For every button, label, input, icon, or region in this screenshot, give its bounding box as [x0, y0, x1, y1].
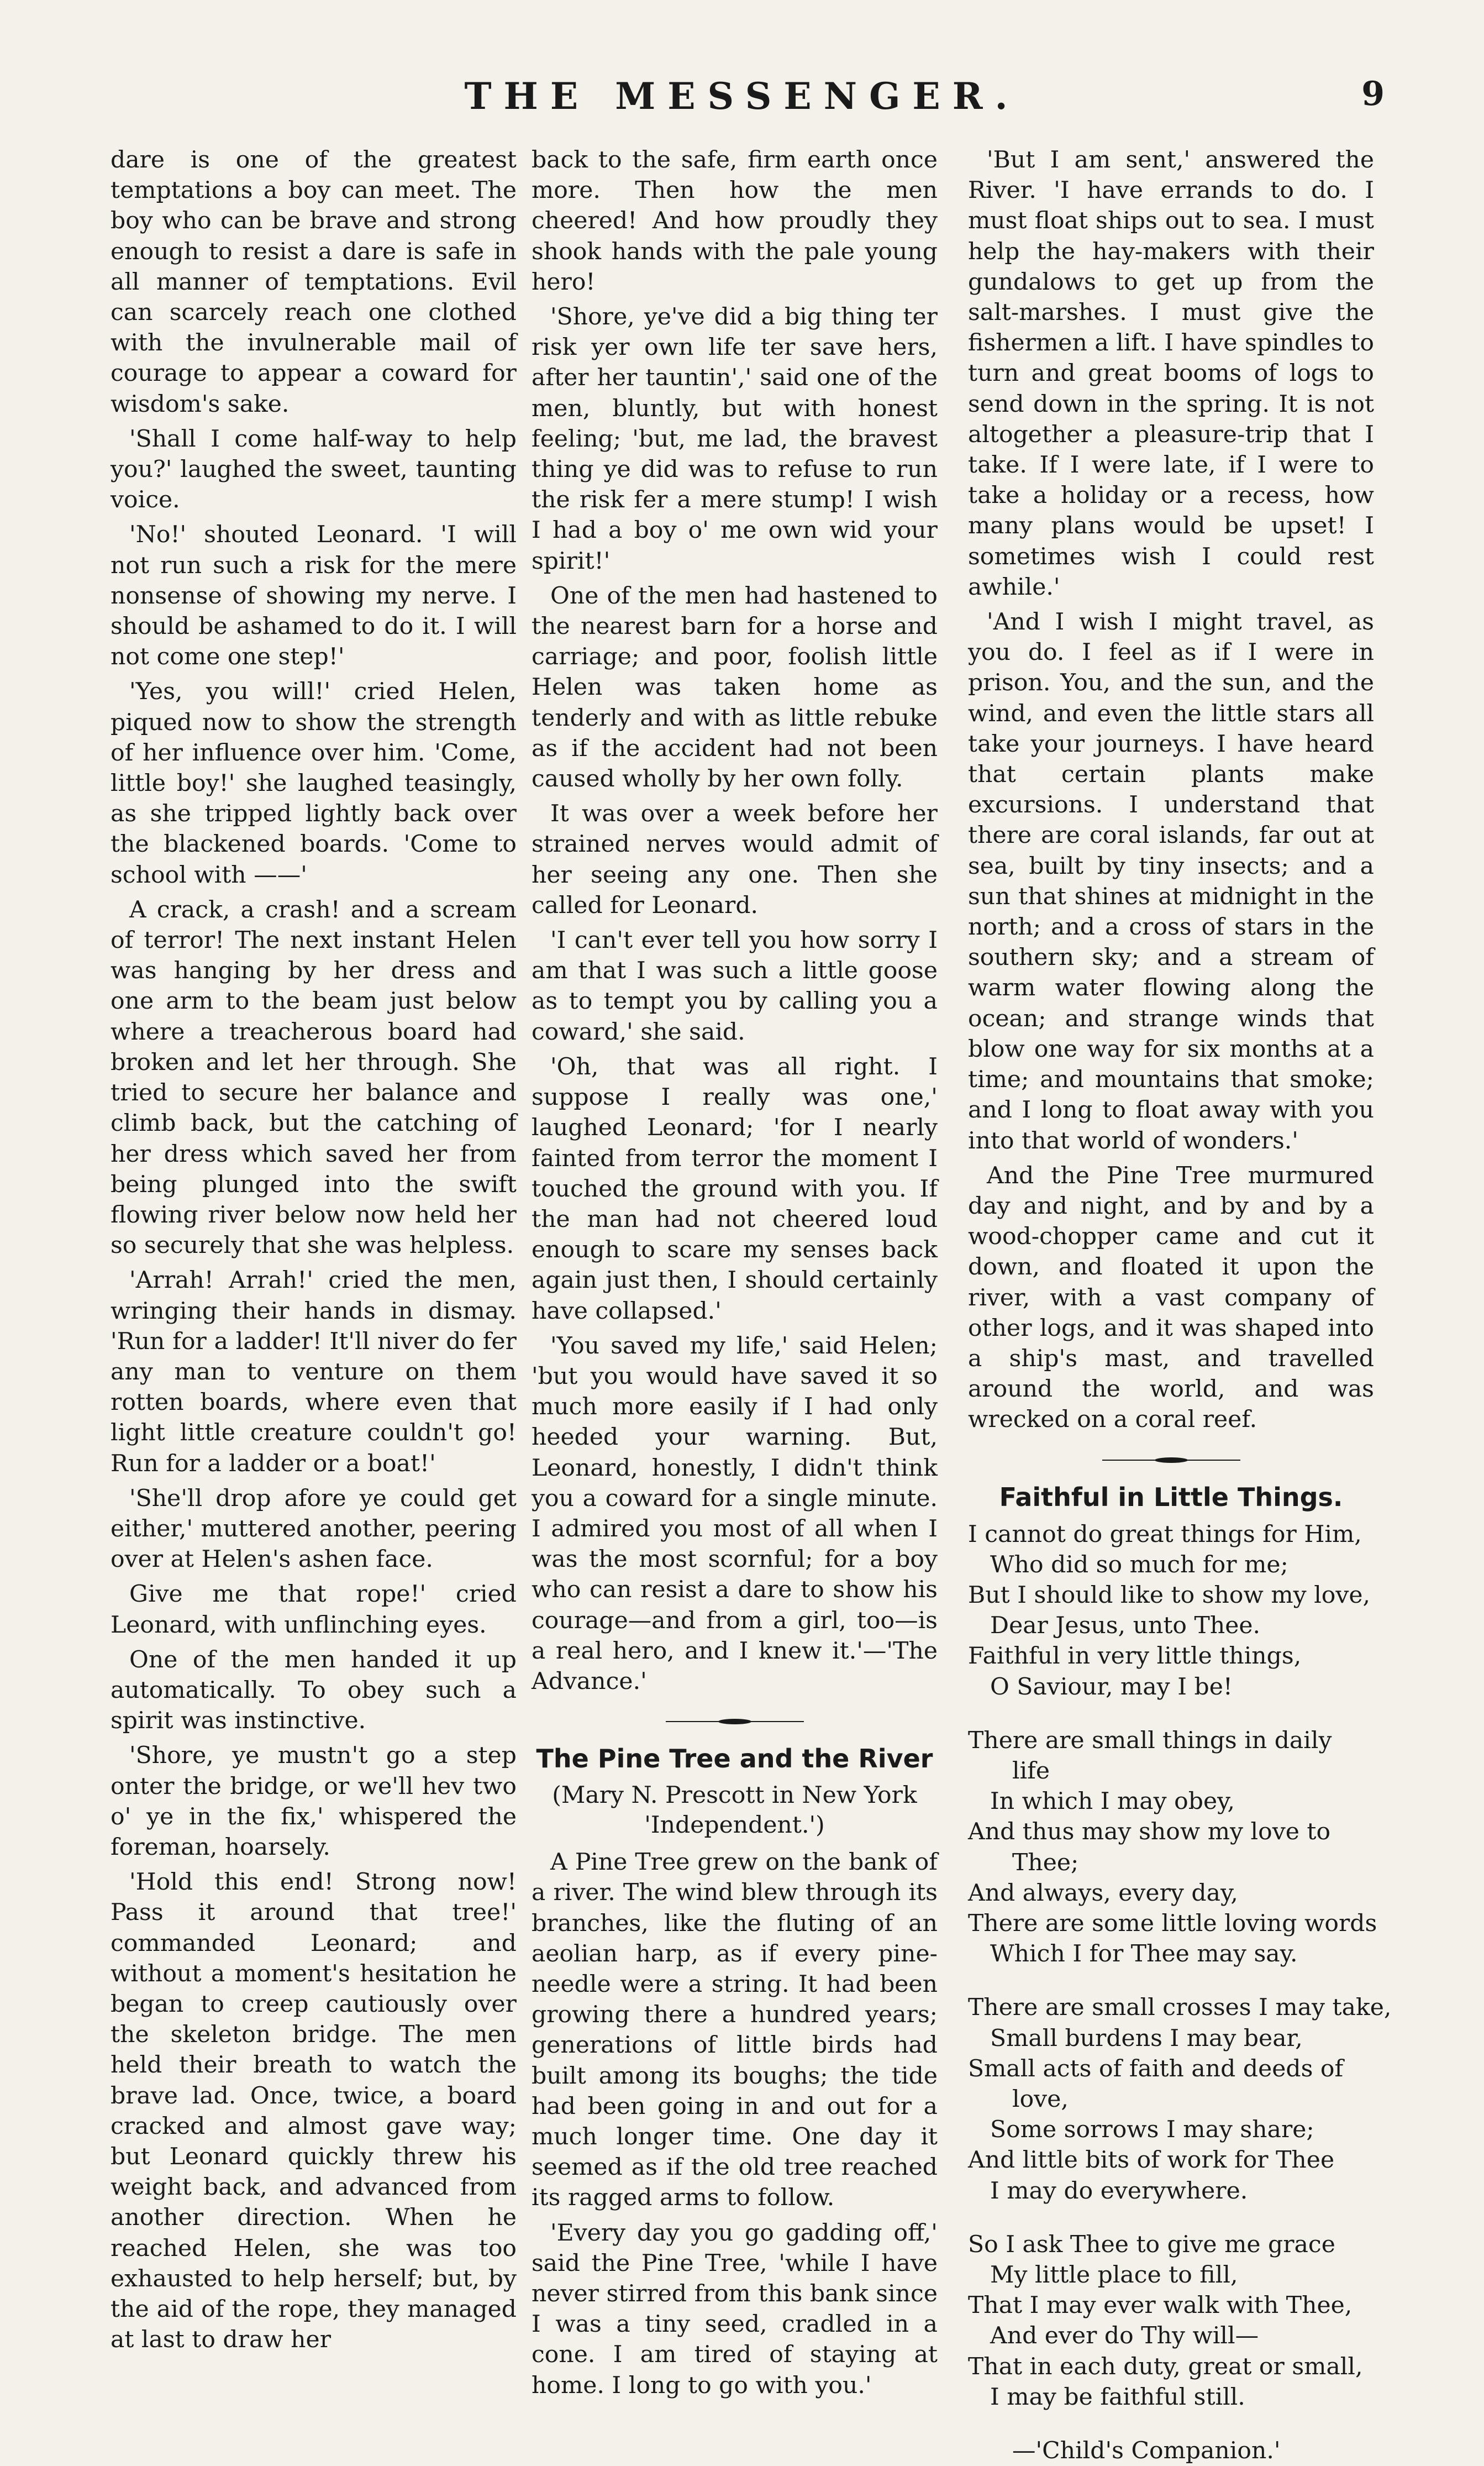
poem-line: Faithful in very little things,	[968, 1643, 1302, 1670]
section-separator	[666, 1718, 804, 1725]
poem-line: Dear Jesus, unto Thee.	[990, 1612, 1261, 1640]
column-1	[110, 145, 517, 2359]
story-paragraph: dare is one of the greatest temptations a boy can meet. The boy who can be brave and strong enough to resist a dare is safe in all manner of temptations. Evil can scarcely reach one clothed with the invulnerable mail of courage to appear a coward for wisdom's sake.	[110, 146, 517, 418]
poem-line: And little bits of work for Thee	[968, 2147, 1335, 2174]
poem-line: In which I may obey,	[990, 1788, 1235, 1816]
poem-line: My little place to fill,	[990, 2262, 1238, 2289]
story-paragraph: 'And I wish I might travel, as you do. I feel as if I were in prison. You, and the sun, and the wind, and even the little stars all take your journeys. I have heard that certain plants make excursions. I understand that there are coral islands, far out at sea, built by tiny insects; and a sun that shines at midnight in the north; and a cross of stars in the southern sky; and a stream of warm water flowing along the ocean; and strange winds that blow one way for six months at a time; and mountains that smoke; and I long to float away with you into that world of wonders.'	[968, 608, 1374, 1155]
poem-line: That I may ever walk with Thee,	[968, 2292, 1353, 2320]
article-byline: (Mary N. Prescott in New York 'Independent.')	[552, 1782, 917, 1839]
poem-stanza	[968, 1519, 1374, 1702]
story-paragraph: 'You saved my life,' said Helen; 'but you would have saved it so much more easily if I had only heeded your warning. But, Leonard, honestly, I didn't think you a coward for a single minute. I admired you most of all when I was the most scornful; for a boy who can resist a dare to show his courage—and from a girl, too—is a real hero, and I knew it.'—'The Advance.'	[531, 1332, 938, 1695]
story-paragraph: 'Every day you go gadding off,' said the Pine Tree, 'while I have never stirred from this bank since I was a tiny seed, cradled in a cone. I am tired of staying at home. I long to go with you.'	[531, 2219, 938, 2399]
story-paragraph: A Pine Tree grew on the bank of a river. The wind blew through its branches, like the fluting of an aeolian harp, as if every pine-needle were a string. It had been growing there a hundred years; generations of little birds had built among its boughs; the tide had been going in and out for a much longer time. One day it seemed as if the old tree reached its ragged arms to follow.	[531, 1849, 938, 2212]
story-paragraph: 'Arrah! Arrah!' cried the men, wringing their hands in dismay. 'Run for a ladder! It'll niver do fer any man to venture on them rotten boards, where even that light little creature couldn't go! Run for a ladder or a boat!'	[110, 1267, 517, 1477]
story-paragraph: A crack, a crash! and a scream of terror! The next instant Helen was hanging by her dress and one arm to the beam just below where a treacherous board had broken and let her through. She tried to secure her balance and climb back, but the catching of her dress which saved her from being plunged into the swift flowing river below now held her so securely that she was helpless.	[110, 896, 517, 1260]
story-paragraph: 'Shore, ye've did a big thing ter risk yer own life ter save hers, after her tauntin',' said one of the men, bluntly, but with honest feeling; 'but, me lad, the bravest thing ye did was to refuse to run the risk fer a mere stump! I wish I had a boy o' me own wid your spirit!'	[531, 303, 938, 575]
story-paragraph: 'But I am sent,' answered the River. 'I have errands to do. I must float ships out to sea. I must help the hay-makers with their gundalows to get up from the salt-marshes. I must give the fishermen a lift. I have spindles to turn and great booms of logs to send down in the spring. It is not altogether a pleasure-trip that I take. If I were late, if I were to take a holiday or a recess, how many plans would be upset! I sometimes wish I could rest awhile.'	[968, 146, 1374, 601]
poem-line: And ever do Thy will—	[990, 2322, 1259, 2350]
poem-line: Who did so much for me;	[990, 1551, 1288, 1578]
poem-line: I cannot do great things for Him,	[968, 1520, 1362, 1548]
poem-line: love,	[1012, 2085, 1069, 2113]
poem-line: And always, every day,	[968, 1879, 1238, 1907]
poem-line: Small acts of faith and deeds of	[968, 2055, 1344, 2082]
poem	[968, 1519, 1392, 2466]
poem-line: I may be faithful still.	[990, 2383, 1245, 2411]
poem-line: Some sorrows I may share;	[990, 2116, 1314, 2144]
poem-heading: Faithful in Little Things.	[999, 1482, 1343, 1512]
story-paragraph: 'Hold this end! Strong now! Pass it around that tree!' commanded Leonard; and without a moment's hesitation he began to creep cautiously over the skeleton bridge. The men held their breath to watch the brave lad. Once, twice, a board cracked and almost gave way; but Leonard quickly threw his weight back, and advanced from another direction. When he reached Helen, she was too exhausted to help herself; but, by the aid of the rope, they managed at last to draw her	[110, 1869, 517, 2354]
poem-line: I may do everywhere.	[990, 2177, 1248, 2205]
story-paragraph: 'I can't ever tell you how sorry I am that I was such a little goose as to tempt you by calling you a coward,' she said.	[531, 927, 938, 1046]
poem-stanza	[968, 1992, 1392, 2206]
page-number: 9	[1361, 75, 1385, 113]
masthead	[110, 75, 1385, 135]
poem-stanza	[968, 2229, 1374, 2412]
poem-line: Thee;	[1012, 1849, 1079, 1876]
poem-stanza	[968, 1725, 1377, 1970]
poem-line: There are some little loving words	[968, 1909, 1377, 1937]
story-paragraph: One of the men handed it up automatically. To obey such a spirit was instinctive.	[110, 1646, 517, 1735]
column-2	[531, 145, 938, 2405]
poem-line: life	[1012, 1757, 1050, 1785]
story-paragraph: One of the men had hastened to the nearest barn for a horse and carriage; and poor, foolish little Helen was taken home as tenderly and with as little rebuke as if the accident had not been caused wholly by her own folly.	[531, 582, 938, 793]
newspaper-title: THE MESSENGER.	[464, 75, 1020, 118]
poem-credit: —'Child's Companion.'	[1012, 2437, 1281, 2465]
poem-line: There are small crosses I may take,	[968, 1994, 1392, 2022]
poem-line: That in each duty, great or small,	[968, 2353, 1363, 2380]
article-heading: The Pine Tree and the River	[536, 1744, 933, 1774]
story-paragraph: It was over a week before her strained nerves would admit of her seeing any one. Then she called for Leonard.	[531, 800, 938, 919]
poem-line: O Saviour, may I be!	[990, 1673, 1233, 1701]
story-paragraph: Give me that rope!' cried Leonard, with unflinching eyes.	[110, 1581, 517, 1639]
story-paragraph: 'Shore, ye mustn't go a step onter the bridge, or we'll hev two o' ye in the fix,' whispered the foreman, hoarsely.	[110, 1742, 517, 1861]
story-paragraph: back to the safe, firm earth once more. Then how the men cheered! And how proudly they shook hands with the pale young hero!	[531, 146, 938, 296]
poem-line: But I should like to show my love,	[968, 1581, 1371, 1609]
column-3	[968, 145, 1392, 2466]
poem-line: And thus may show my love to	[968, 1818, 1331, 1846]
poem-line: So I ask Thee to give me grace	[968, 2231, 1335, 2258]
story-paragraph: 'Oh, that was all right. I suppose I really was one,' laughed Leonard; 'for I nearly fainted from terror the moment I touched the ground with you. If the man had not cheered loud enough to scare my senses back again just then, I should certainly have collapsed.'	[531, 1053, 938, 1325]
section-separator	[1102, 1456, 1240, 1464]
poem-line: Which I for Thee may say.	[990, 1940, 1298, 1968]
poem-line: Small burdens I may bear,	[990, 2024, 1303, 2052]
story-paragraph: 'She'll drop afore ye could get either,' muttered another, peering over at Helen's ashen face.	[110, 1484, 517, 1573]
story-paragraph: And the Pine Tree murmured day and night, and by and by a wood-chopper came and cut it down, and floated it upon the river, with a vast company of other logs, and it was shaped into a ship's mast, and travelled around the world, and was wrecked on a coral reef.	[968, 1162, 1374, 1434]
story-paragraph: 'No!' shouted Leonard. 'I will not run such a risk for the mere nonsense of showing my nerve. I should be ashamed to do it. I will not come one step!'	[110, 521, 517, 671]
story-paragraph: 'Shall I come half-way to help you?' laughed the sweet, taunting voice.	[110, 425, 517, 514]
poem-line: There are small things in daily	[968, 1727, 1332, 1754]
story-paragraph: 'Yes, you will!' cried Helen, piqued now to show the strength of her influence over him. 'Come, little boy!' she laughed teasingly, as she tripped lightly back over the blackened boards. 'Come to school with ——'	[110, 678, 517, 889]
